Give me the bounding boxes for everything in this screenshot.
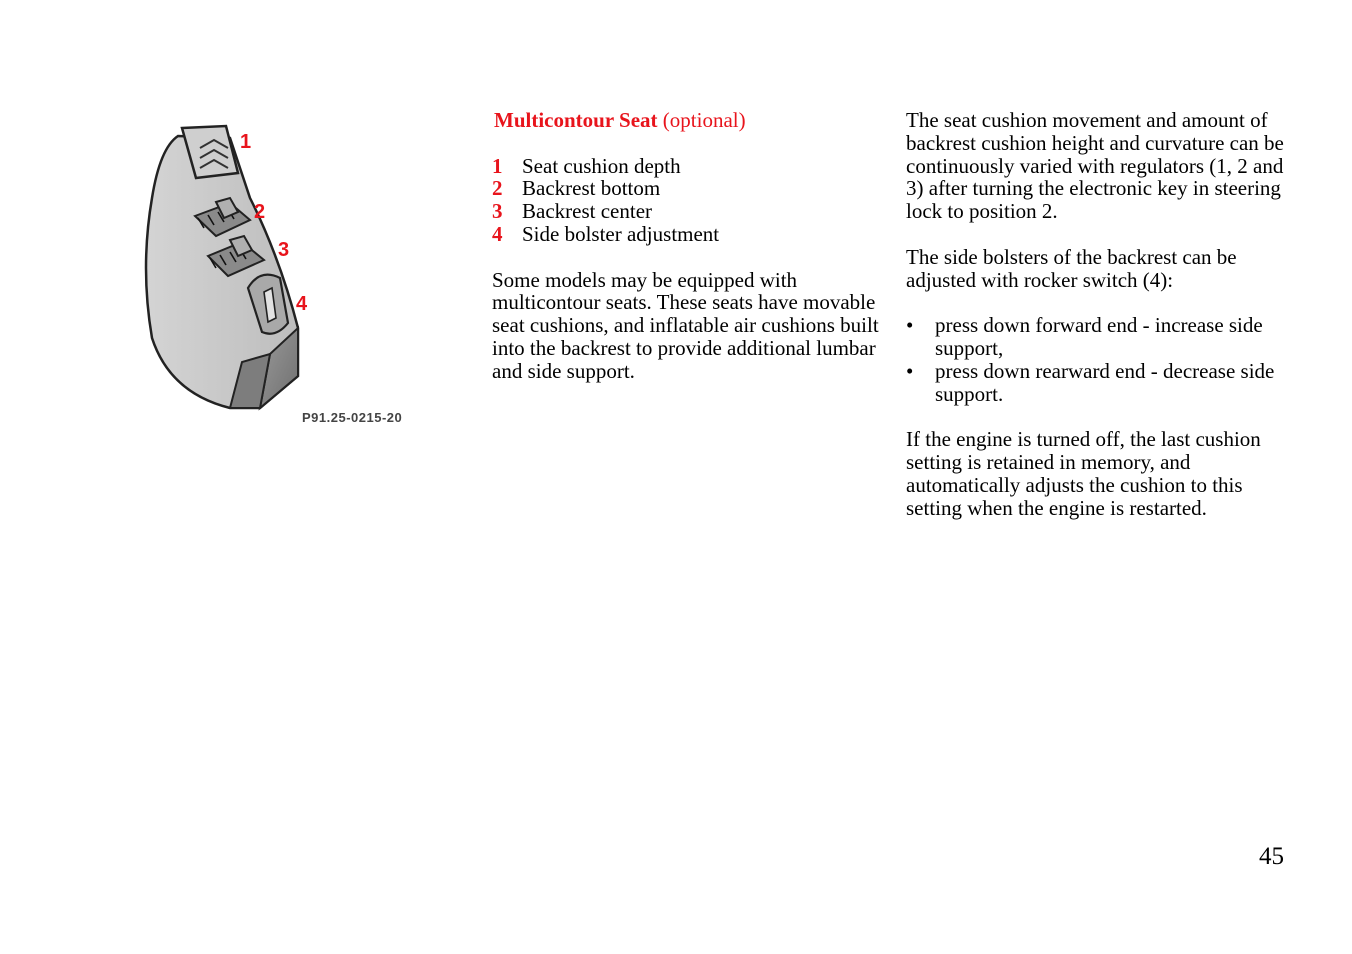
- list-item: • press down rearward end - decrease side support.: [906, 358, 1275, 406]
- callout-3: 3: [278, 239, 290, 261]
- seat-control-illustration: [130, 118, 430, 438]
- middle-column: [492, 109, 882, 405]
- legend-list: [492, 155, 882, 246]
- callout-2: 2: [254, 201, 266, 223]
- intro-paragraph: Some models may be equipped with multicontour seats. These seats have movable seat cushions, and inflatable air cushions built into the backrest to provide additional lumbar and side support.: [492, 267, 879, 383]
- list-item: 2 Backrest bottom: [492, 176, 661, 201]
- callout-4: 4: [296, 293, 308, 315]
- heading-suffix: (optional): [662, 108, 746, 132]
- callout-1: 1: [240, 131, 252, 153]
- list-item: 3 Backrest center: [492, 199, 653, 224]
- list-item: • press down forward end - increase side support,: [906, 313, 1263, 360]
- figure-code: P91.25-0215-20: [302, 410, 403, 425]
- memory-paragraph: If the engine is turned off, the last cushion setting is retained in memory, and automatically adjusts the cushion to this setting when the engine is restarted.: [906, 427, 1261, 520]
- section-heading: [494, 109, 882, 132]
- heading-title: Multicontour Seat: [494, 108, 658, 132]
- bullet-list: [906, 314, 1286, 405]
- side-bolsters-paragraph: The side bolsters of the backrest can be adjusted with rocker switch (4):: [906, 244, 1237, 292]
- list-item: 1 Seat cushion depth: [492, 153, 681, 178]
- list-item: 4 Side bolster adjustment: [492, 221, 720, 246]
- page-number: 45: [1259, 843, 1284, 870]
- regulators-paragraph: The seat cushion movement and amount of backrest cushion height and curvature can be continuously varied with regulators (1, 2 and 3) after turning the electronic key in steering lock to position 2.: [906, 108, 1284, 224]
- right-column: [906, 109, 1286, 542]
